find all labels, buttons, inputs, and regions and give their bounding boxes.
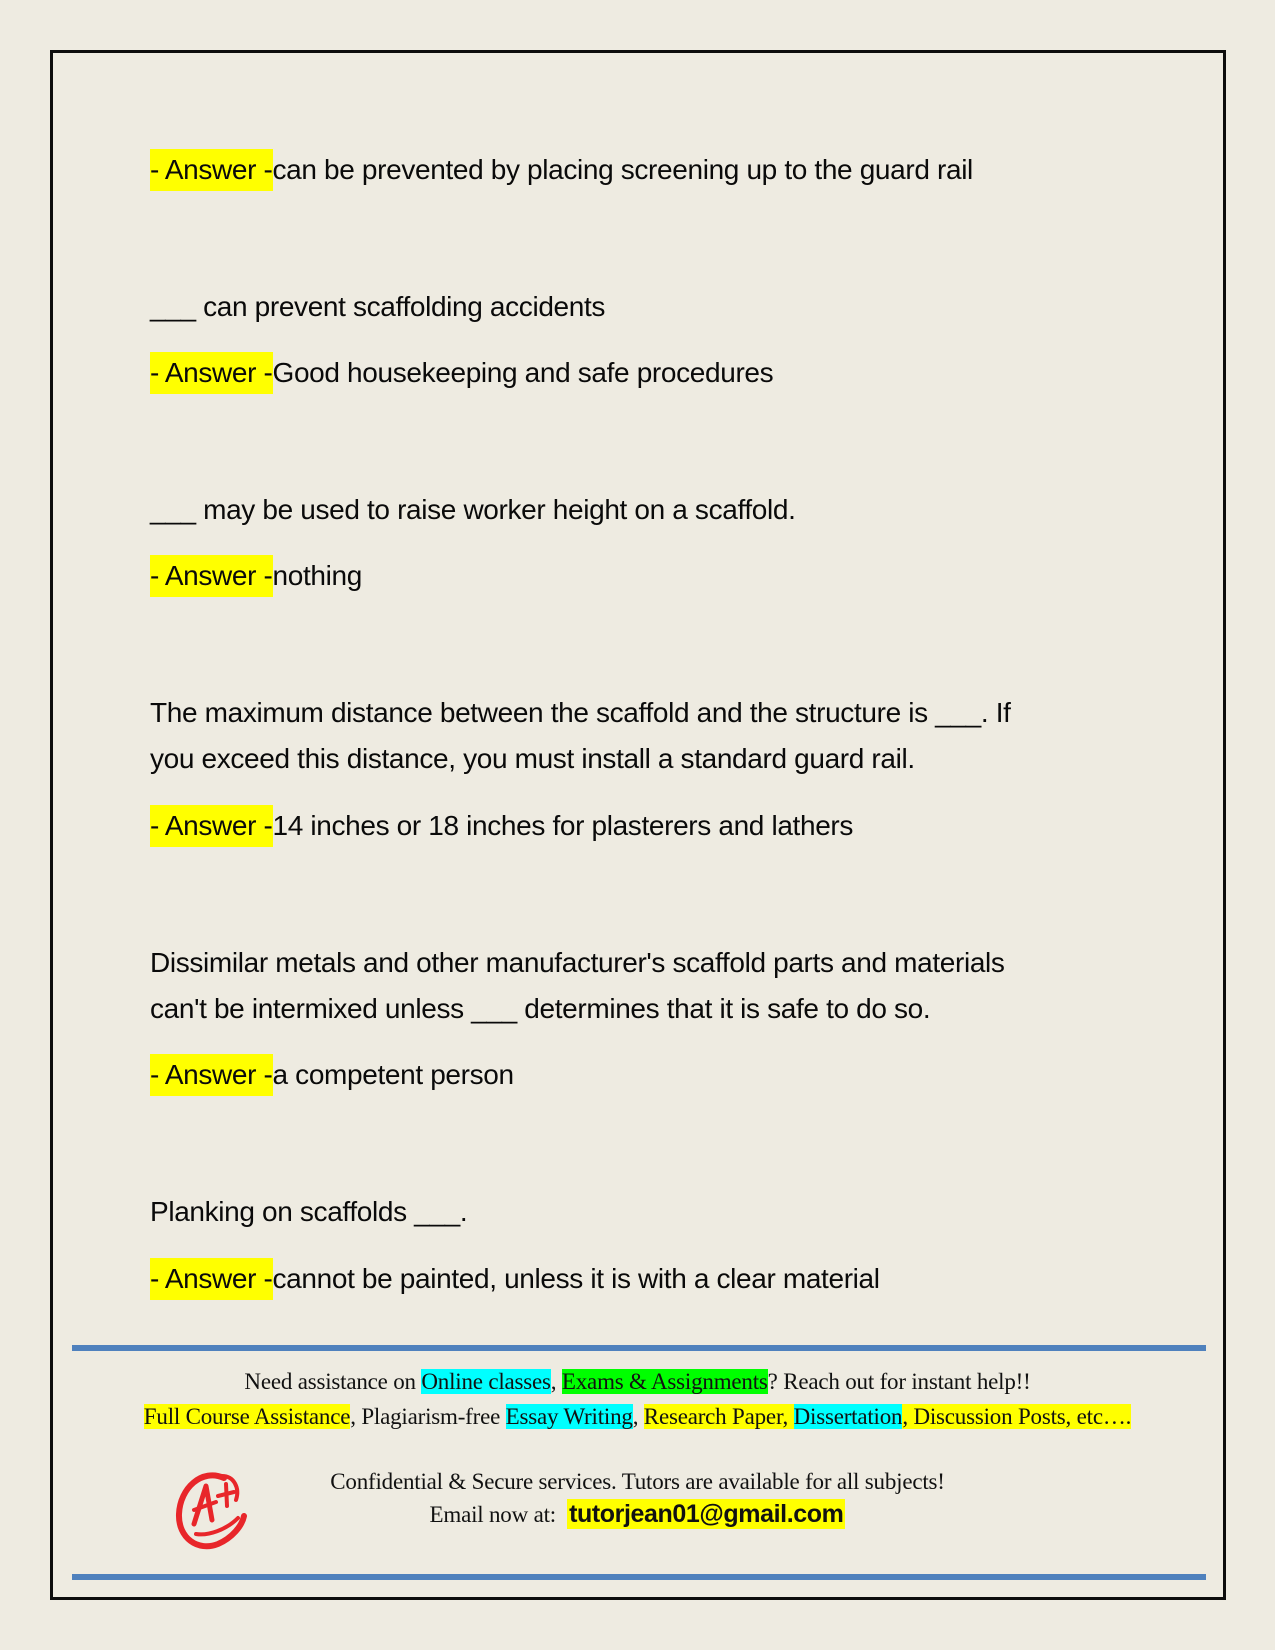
- answer-line-5: [150, 1054, 514, 1096]
- question-line-2: ___ can prevent scaffolding accidents: [150, 291, 606, 322]
- question-line-4a: The maximum distance between the scaffold and the structure is ___. If: [150, 697, 1011, 728]
- research-paper-highlight: Research Paper,: [643, 1404, 794, 1429]
- email-prefix: Email now at:: [429, 1502, 568, 1527]
- answer-line-4: [150, 805, 853, 847]
- footer-text: ,: [550, 1369, 562, 1394]
- email-link[interactable]: tutorjean01@gmail.com: [569, 1500, 844, 1528]
- footer-assistance-line: [0, 1367, 1275, 1397]
- answer-label: - Answer -: [150, 1258, 273, 1300]
- answer-text: nothing: [272, 560, 362, 591]
- answer-text: Good housekeeping and safe procedures: [272, 357, 774, 388]
- footer-text: Need assistance on: [244, 1369, 422, 1394]
- answer-line-3: [150, 555, 362, 597]
- footer-services-line: [0, 1402, 1275, 1432]
- dissertation-highlight: Dissertation: [793, 1404, 903, 1429]
- answer-text: 14 inches or 18 inches for plasterers and lathers: [272, 810, 854, 841]
- answer-label: - Answer -: [150, 352, 273, 394]
- exams-assignments-highlight: Exams & Assignments: [561, 1369, 768, 1394]
- footer-text: , Plagiarism-free: [350, 1404, 506, 1429]
- answer-label: - Answer -: [150, 149, 273, 191]
- question-line-6: Planking on scaffolds ___.: [150, 1196, 468, 1227]
- footer-confidential-line: Confidential & Secure services. Tutors are available for all subjects!: [330, 1469, 945, 1494]
- discussion-posts-highlight: , Discussion Posts, etc….: [902, 1404, 1132, 1429]
- full-course-highlight: Full Course Assistance: [143, 1404, 351, 1429]
- question-line-4b: you exceed this distance, you must install a standard guard rail.: [150, 743, 915, 774]
- answer-text: can be prevented by placing screening up to the guard rail: [272, 154, 973, 185]
- question-line-3: ___ may be used to raise worker height on a scaffold.: [150, 494, 796, 525]
- answer-line-6: [150, 1258, 880, 1300]
- answer-label: - Answer -: [150, 805, 273, 847]
- footer-top-rule: [72, 1345, 1206, 1351]
- answer-line-2: [150, 352, 773, 394]
- answer-label: - Answer -: [150, 555, 273, 597]
- question-line-5b: can't be intermixed unless ___ determines that it is safe to do so.: [150, 993, 931, 1024]
- answer-text: cannot be painted, unless it is with a clear material: [272, 1263, 880, 1294]
- footer-email-line: [0, 1499, 1275, 1529]
- answer-text: a competent person: [272, 1059, 514, 1090]
- essay-writing-highlight: Essay Writing: [505, 1404, 633, 1429]
- answer-line-1: [150, 149, 973, 191]
- question-line-5a: Dissimilar metals and other manufacturer's scaffold parts and materials: [150, 947, 1005, 978]
- footer-bottom-rule: [72, 1574, 1206, 1580]
- footer-text: ? Reach out for instant help!!: [767, 1369, 1031, 1394]
- footer-text: ,: [632, 1404, 644, 1429]
- online-classes-highlight: Online classes: [421, 1369, 551, 1394]
- answer-label: - Answer -: [150, 1054, 273, 1096]
